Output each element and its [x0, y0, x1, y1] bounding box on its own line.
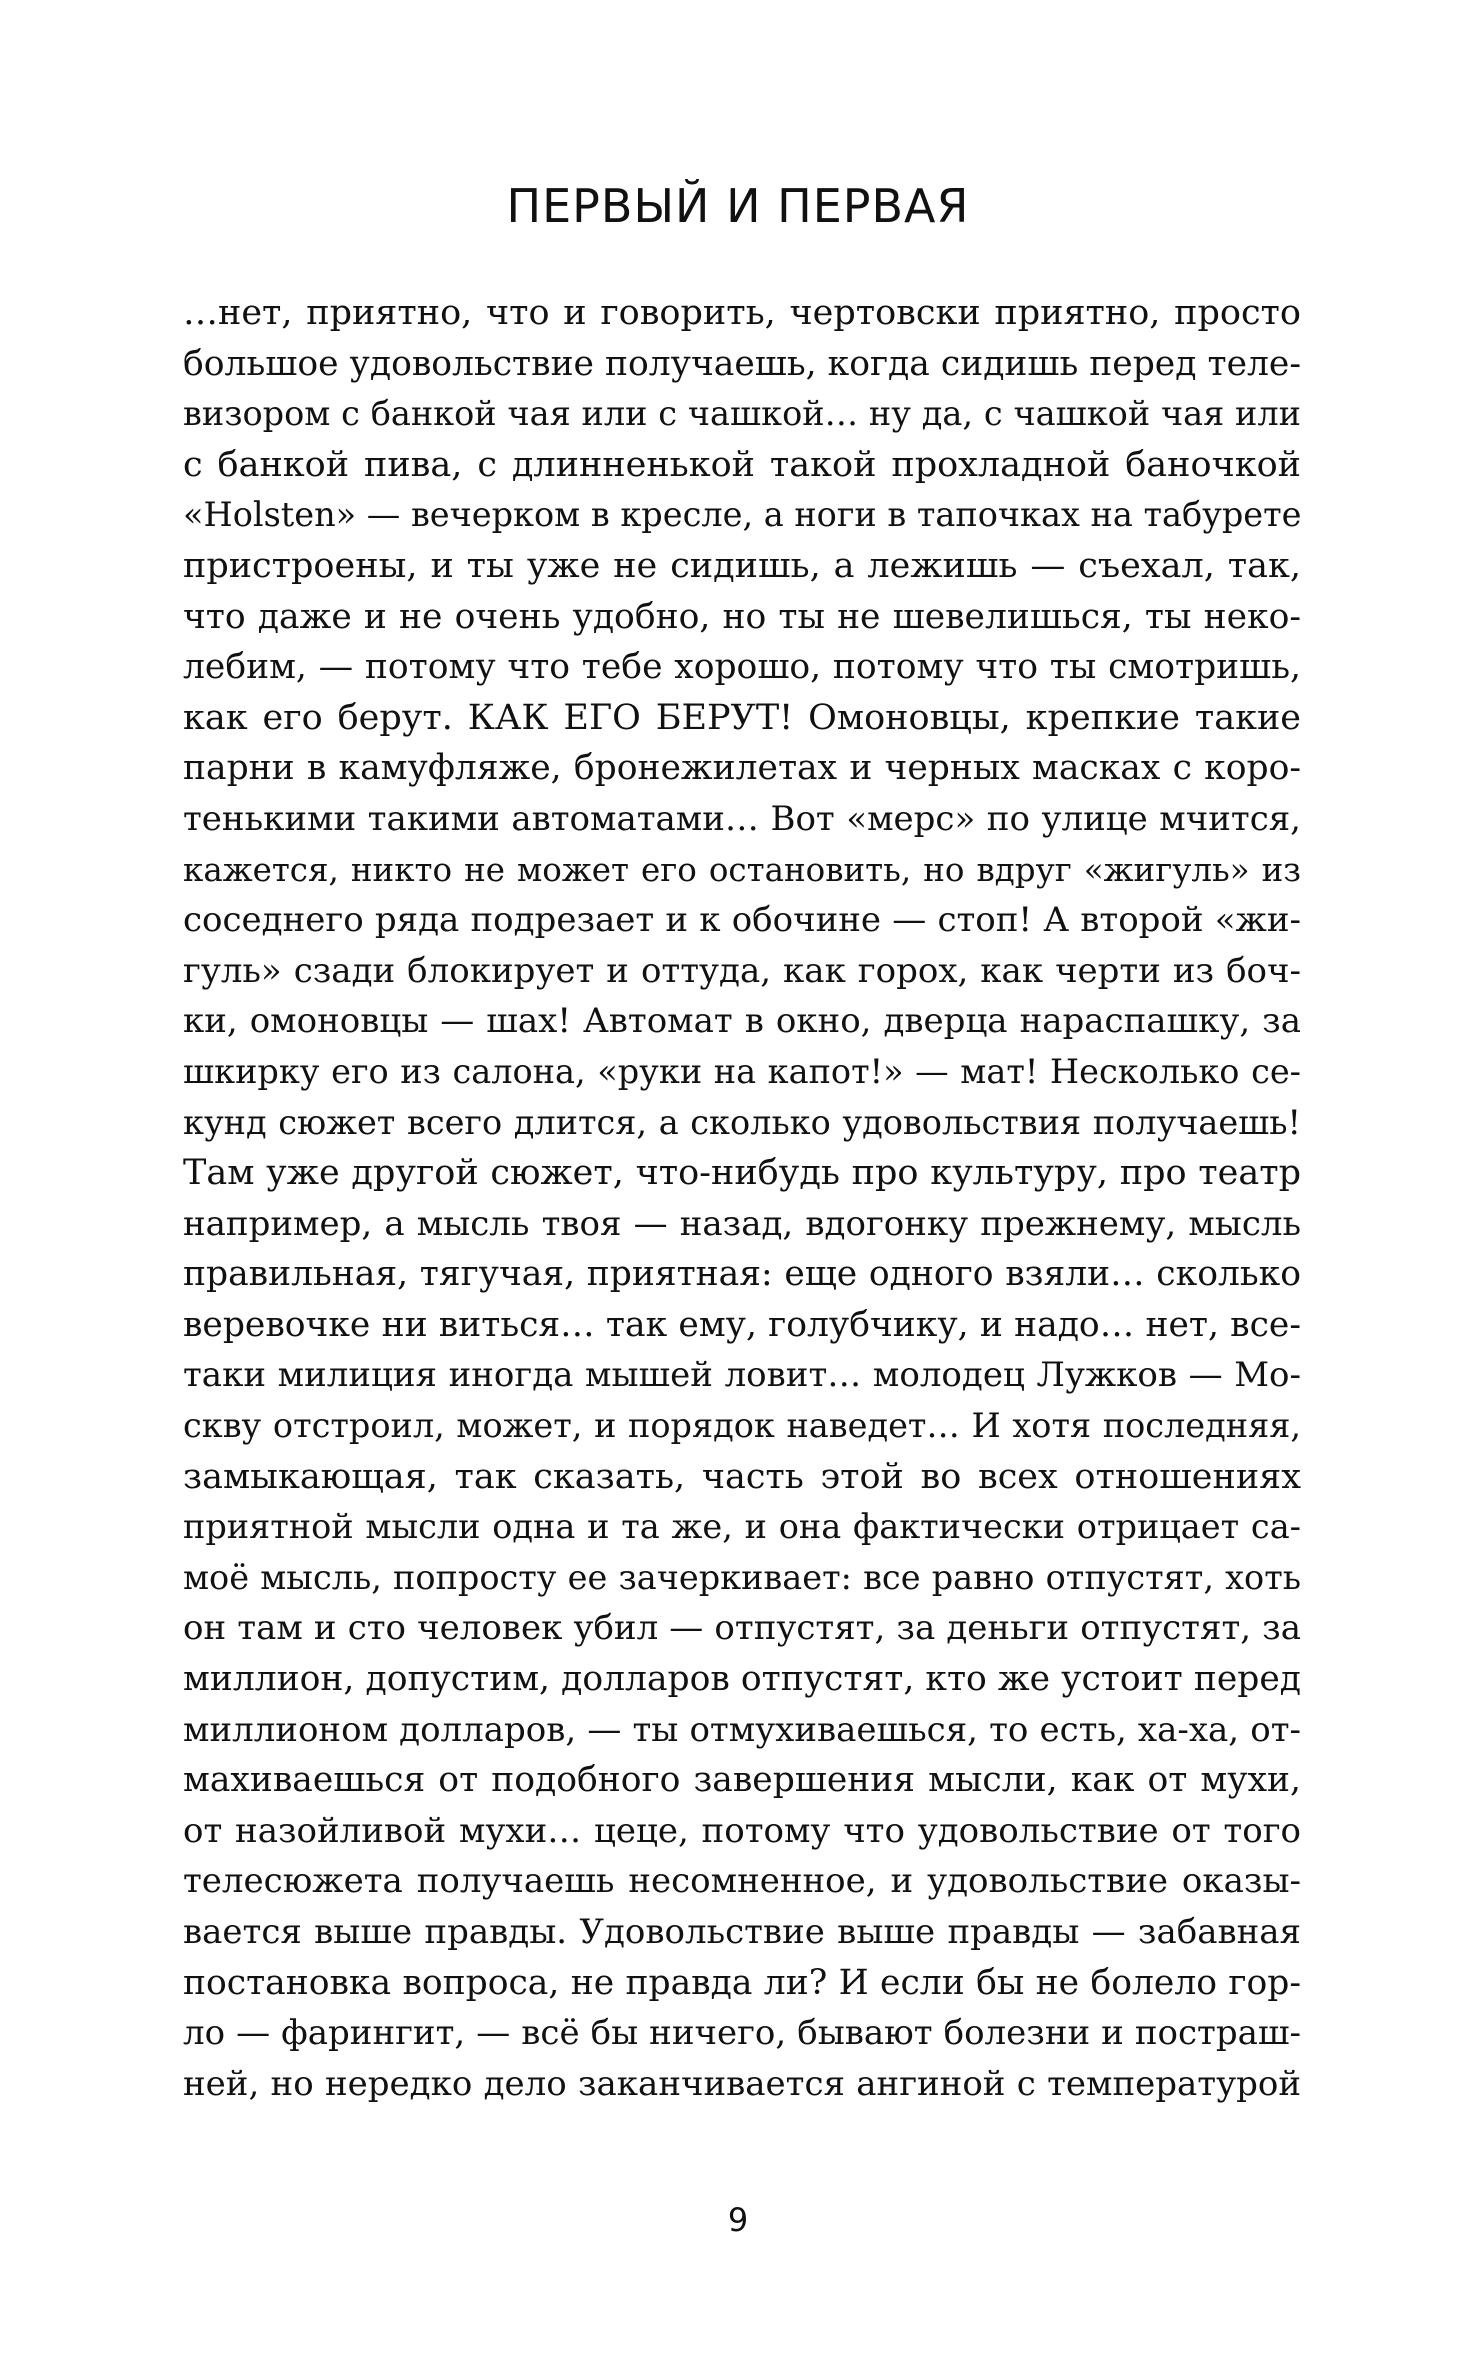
- text-line-4: с банкой пива, с длинненькой такой прохладной баночкой: [183, 444, 1301, 485]
- text-line-30: махиваешься от подобного завершения мысли, как от мухи,: [183, 1760, 1301, 1801]
- text-line-8: лебим, — потому что тебе хорошо, потому что ты смотришь,: [183, 647, 1301, 688]
- text-line-1: …нет, приятно, что и говорить, чертовски приятно, просто: [183, 293, 1301, 333]
- text-line-13: соседнего ряда подрезает и к обочине — стоп! А второй «жи-: [183, 900, 1301, 941]
- text-line-35: ло — фарингит, — всё бы ничего, бывают болезни и пострaш-: [183, 2013, 1301, 2054]
- text-line-36: ней, но нередко дело заканчивается ангиной с температурой: [183, 2063, 1301, 2104]
- text-line-18: Там уже другой сюжет, что-нибудь про культуру, про театр: [183, 1153, 1301, 1194]
- text-line-21: веревочке ни виться… так ему, голубчику, и надо… нет, все-: [183, 1304, 1301, 1345]
- body-text: [183, 288, 1301, 2109]
- text-line-28: миллион, допустим, долларов отпустят, кто же устоит перед: [183, 1659, 1301, 1700]
- text-line-27: он там и сто человек убил — отпустят, за деньги отпустят, за: [183, 1608, 1301, 1649]
- text-line-11: тенькими такими автоматами… Вот «мерс» по улице мчится,: [183, 798, 1301, 839]
- text-line-7: что даже и не очень удобно, но ты не шевелишься, ты неко-: [183, 596, 1301, 637]
- text-line-10: парни в камуфляже, бронежилетах и черных масках с коро-: [183, 748, 1301, 789]
- text-line-25: приятной мысли одна и та же, и она фактически отрицает са-: [183, 1507, 1301, 1547]
- text-line-31: от назойливой мухи… цеце, потому что удовольствие от того: [183, 1810, 1301, 1851]
- text-line-26: моё мысль, попросту ее зачеркивает: все равно отпустят, хоть: [183, 1557, 1301, 1597]
- chapter-title: ПЕРВЫЙ И ПЕРВАЯ: [506, 179, 970, 233]
- text-line-15: ки, омоновцы — шах! Автомат в окно, дверца нараспашку, за: [183, 1001, 1301, 1042]
- text-line-16: шкирку его из салона, «руки на капот!» — мат! Несколько се-: [183, 1051, 1301, 1091]
- text-line-14: гуль» сзади блокирует и оттуда, как горох, как черти из боч-: [183, 950, 1301, 991]
- text-line-34: постановка вопроса, не правда ли? И если бы не болело гор-: [183, 1962, 1301, 2003]
- text-line-3: визором с банкой чая или с чашкой… ну да, с чашкой чая или: [183, 394, 1301, 434]
- text-line-5: «Holsten» — вечерком в кресле, а ноги в тапочках на табурете: [183, 495, 1302, 535]
- text-line-19: например, а мысль твоя — назад, вдогонку прежнему, мысль: [183, 1203, 1301, 1244]
- text-line-29: миллионом долларов, — ты отмухиваешься, то есть, ха-ха, от-: [183, 1709, 1301, 1750]
- text-line-12: кажется, никто не может его остановить, но вдруг «жигуль» из: [183, 850, 1301, 889]
- text-line-23: скву отстроил, может, и порядок наведет… И хотя последняя,: [183, 1406, 1301, 1446]
- text-line-17: кунд сюжет всего длится, а сколько удовольствия получаешь!: [183, 1102, 1301, 1142]
- text-line-6: пристроены, и ты уже не сидишь, а лежишь — съехал, так,: [183, 545, 1301, 586]
- text-line-2: большое удовольствие получаешь, когда сидишь перед теле-: [183, 343, 1301, 384]
- text-line-24: замыкающая, так сказать, часть этой во всех отношениях: [183, 1456, 1301, 1497]
- text-line-22: таки милиция иногда мышей ловит… молодец Лужков — Мо-: [183, 1355, 1301, 1396]
- text-line-33: вается выше правды. Удовольствие выше правды — забавная: [183, 1912, 1301, 1952]
- text-line-32: телесюжета получаешь несомненное, и удовольствие оказы-: [183, 1861, 1301, 1902]
- text-line-9: как его берут. КАК ЕГО БЕРУТ! Омоновцы, крепкие такие: [183, 697, 1301, 738]
- text-line-20: правильная, тягучая, приятная: еще одного взяли… сколько: [183, 1254, 1301, 1295]
- page-number: 9: [727, 2201, 749, 2239]
